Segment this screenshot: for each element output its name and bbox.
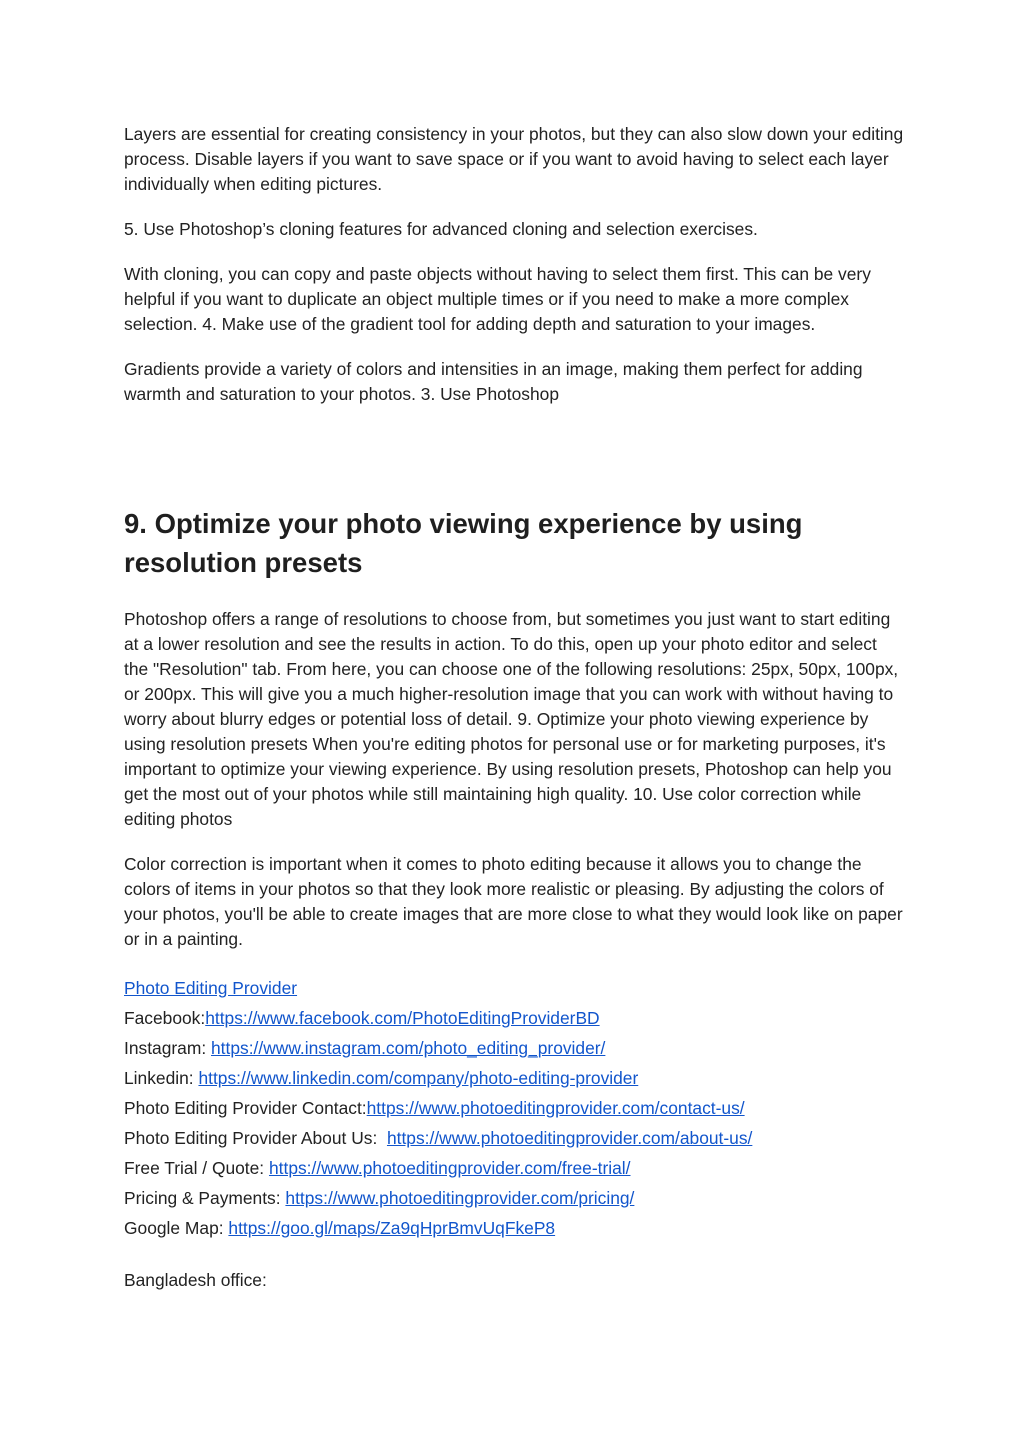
provider-name-link[interactable]: Photo Editing Provider <box>124 978 298 998</box>
instagram-line <box>124 1033 904 1063</box>
paragraph-resolution: Photoshop offers a range of resolutions to choose from, but sometimes you just want to start editing at a lower resolution and see the results in action. To do this, open up your photo editor and select the "Resolution" tab. From here, you can choose one of the following resolutions: 25px, 50px, 100px, or 200px. This will give you a much higher-resolution image that you can work with without having to worry about blurry edges or potential loss of detail. 9. Optimize your photo viewing experience by using resolution presets When you're editing photos for personal use or for marketing purposes, it's important to optimize your viewing experience. By using resolution presets, Photoshop can help you get the most out of your photos while still maintaining high quality. 10. Use color correction while editing photos <box>124 609 899 829</box>
pricing-link[interactable]: https://www.photoeditingprovider.com/pricing/ <box>285 1188 635 1208</box>
facebook-label: Facebook: <box>124 1008 206 1028</box>
free-trial-link[interactable]: https://www.photoeditingprovider.com/free-trial/ <box>268 1158 631 1178</box>
paragraph-layers: Layers are essential for creating consistency in your photos, but they can also slow down your editing process. Disable layers if you want to save space or if you want to avoid having to select each layer individually when editing pictures. <box>124 124 904 194</box>
paragraph-color-correction: Color correction is important when it comes to photo editing because it allows you to change the colors of items in your photos so that they look more realistic or pleasing. By adjusting the colors of your photos, you'll be able to create images that are more close to what they would look like on paper or in a painting. <box>124 854 903 949</box>
google-map-line <box>124 1213 904 1243</box>
free-trial-line <box>124 1153 904 1183</box>
about-label: Photo Editing Provider About Us: <box>124 1128 387 1148</box>
pricing-label: Pricing & Payments: <box>124 1188 286 1208</box>
linkedin-link[interactable]: https://www.linkedin.com/company/photo-editing-provider <box>198 1068 639 1088</box>
linkedin-label: Linkedin: <box>124 1068 199 1088</box>
contact-line <box>124 1093 904 1123</box>
section-heading: 9. Optimize your photo viewing experience by using resolution presets <box>124 508 803 578</box>
facebook-line <box>124 1003 904 1033</box>
paragraph-cloning-tip: 5. Use Photoshop’s cloning features for advanced cloning and selection exercises. <box>124 219 758 239</box>
about-line <box>124 1123 904 1153</box>
pricing-line <box>124 1183 904 1213</box>
paragraph-cloning: With cloning, you can copy and paste objects without having to select them first. This can be very helpful if you want to duplicate an object multiple times or if you need to make a more complex selection. 4. Make use of the gradient tool for adding depth and saturation to your images. <box>124 264 871 334</box>
contact-label: Photo Editing Provider Contact: <box>124 1098 367 1118</box>
instagram-label: Instagram: <box>124 1038 211 1058</box>
instagram-link[interactable]: https://www.instagram.com/photo_editing_provider/ <box>211 1038 606 1058</box>
document-page <box>124 122 904 1293</box>
office-label: Bangladesh office: <box>124 1270 267 1290</box>
google-map-link[interactable]: https://goo.gl/maps/Za9qHprBmvUqFkeP8 <box>228 1218 556 1238</box>
facebook-link[interactable]: https://www.facebook.com/PhotoEditingProviderBD <box>205 1008 600 1028</box>
paragraph-gradients: Gradients provide a variety of colors and intensities in an image, making them perfect for adding warmth and saturation to your photos. 3. Use Photoshop <box>124 359 863 404</box>
free-trial-label: Free Trial / Quote: <box>124 1158 269 1178</box>
contact-link[interactable]: https://www.photoeditingprovider.com/contact-us/ <box>366 1098 745 1118</box>
google-map-label: Google Map: <box>124 1218 229 1238</box>
contact-links <box>124 973 904 1243</box>
provider-line <box>124 973 904 1003</box>
about-link[interactable]: https://www.photoeditingprovider.com/about-us/ <box>386 1128 753 1148</box>
linkedin-line <box>124 1063 904 1093</box>
